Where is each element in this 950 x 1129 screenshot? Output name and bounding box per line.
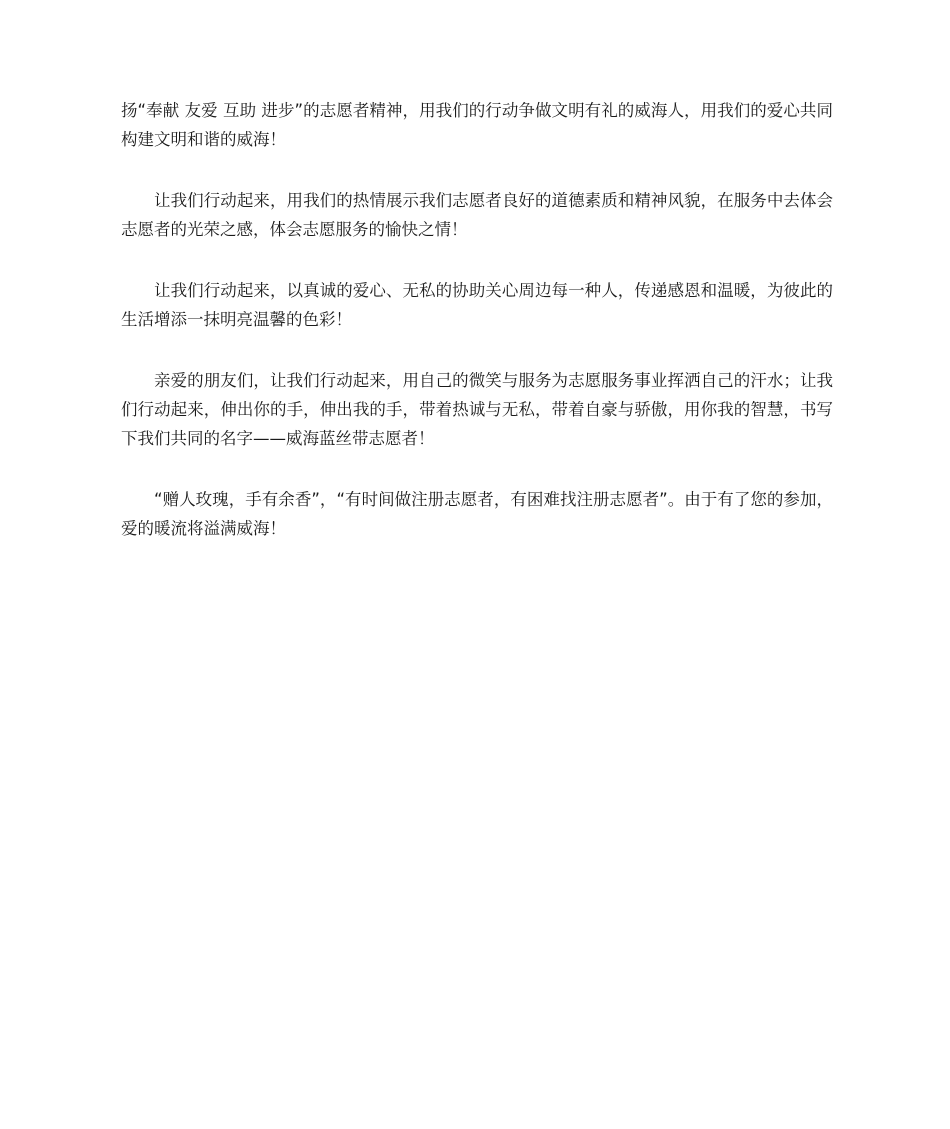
paragraph-action-enthusiasm: 让我们行动起来，用我们的热情展示我们志愿者良好的道德素质和精神风貌，在服务中去体会志愿者的光荣之感，体会志愿服务的愉快之情！ — [121, 191, 833, 239]
paragraph-action-love: 让我们行动起来，以真诚的爱心、无私的协助关心周边每一种人，传递感恩和温暖，为彼此的生活增添一抹明亮温馨的色彩！ — [121, 281, 833, 329]
document-body — [121, 96, 833, 543]
paragraph-closing-quote: “赠人玫瑰，手有余香”，“有时间做注册志愿者，有困难找注册志愿者”。由于有了您的参加，爱的暖流将溢满威海！ — [121, 490, 833, 538]
paragraph-dear-friends: 亲爱的朋友们，让我们行动起来，用自己的微笑与服务为志愿服务事业挥洒自己的汗水；让我们行动起来，伸出你的手，伸出我的手，带着热诚与无私，带着自豪与骄傲，用你我的智慧，书写下我们共同的名字——威海蓝丝带志愿者！ — [121, 371, 833, 448]
paragraph-continuation: 扬“奉献 友爱 互助 进步”的志愿者精神，用我们的行动争做文明有礼的威海人，用我们的爱心共同构建文明和谐的威海！ — [121, 101, 833, 149]
